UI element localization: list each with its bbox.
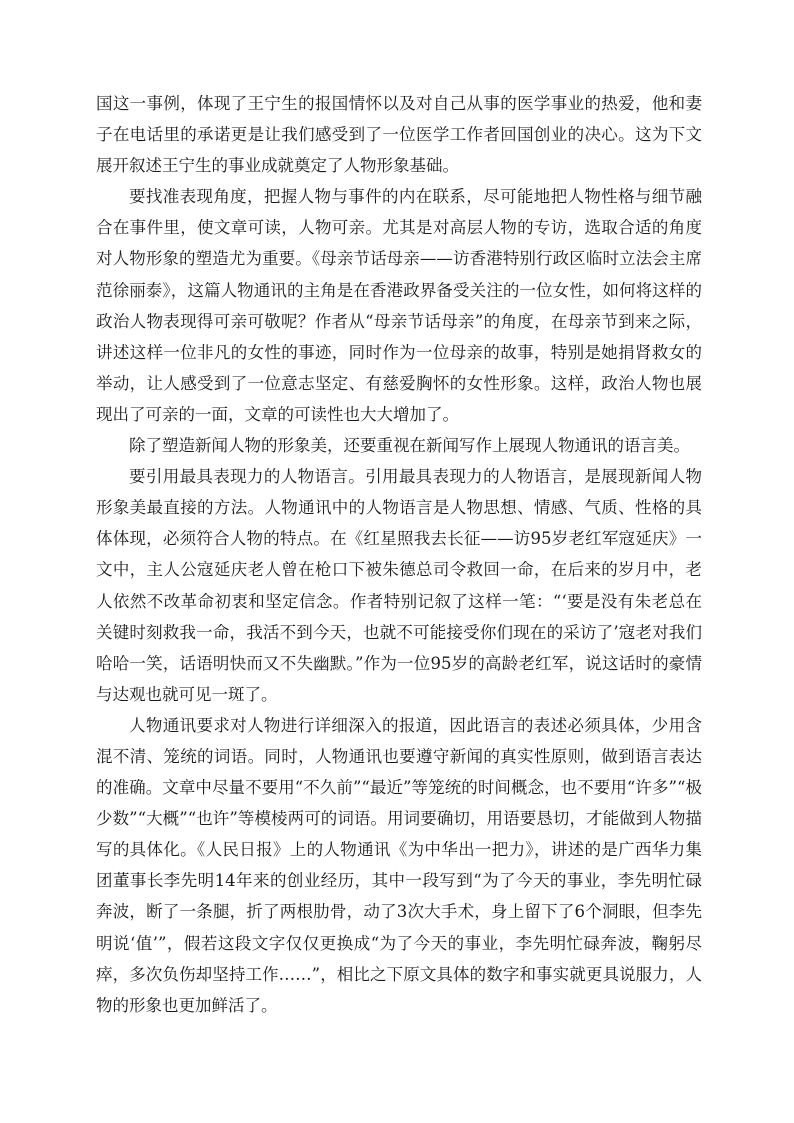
paragraph-continuation: 国这一事例，体现了王宁生的报国情怀以及对自己从事的医学事业的热爱，他和妻子在电话里的承诺更是让我们感受到了一位医学工作者回国创业的决心。这为下文展开叙述王宁生的事业成就奠定了人物形象基础。 [96, 94, 702, 176]
paragraph-language-beauty: 除了塑造新闻人物的形象美，还要重视在新闻写作上展现人物通讯的语言美。 [129, 436, 690, 456]
paragraph-perspective: 要找准表现角度，把握人物与事件的内在联系，尽可能地把人物性格与细节融合在事件里，使文章可读，人物可亲。尤其是对高层人物的专访，选取合适的角度对人物形象的塑造尤为重要。《母亲节话母亲——访香港特别行政区临时立法会主席范徐丽泰》，这篇人物通讯的主角是在香港政界备受关注的一位女性，如何将这样的政治人物表现得可亲可敬呢？作者从“母亲节话母亲”的角度，在母亲节到来之际，讲述这样一位非凡的女性的事迹，同时作为一位母亲的故事，特别是她捐肾救女的举动，让人感受到了一位意志坚定、有慈爱胸怀的女性形象。这样，政治人物也展现出了可亲的一面，文章的可读性也大大增加了。 [96, 187, 702, 424]
document-page [96, 88, 702, 1021]
paragraph-specific-language: 人物通讯要求对人物进行详细深入的报道，因此语言的表述必须具体，少用含混不清、笼统的词语。同时，人物通讯也要遵守新闻的真实性原则，做到语言表达的准确。文章中尽量不要用“不久前”“最近”等笼统的时间概念，也不要用“许多”“极少数”“大概”“也许”等模棱两可的词语。用词要确切，用语要恳切，才能做到人物描写的具体化。《人民日报》上的人物通讯《为中华出一把力》，讲述的是广西华力集团董事长李先明14年来的创业经历，其中一段写到“为了今天的事业，李先明忙碌奔波，断了一条腿，折了两根肋骨，动了3次大手术，身上留下了6个洞眼，但李先明说‘值’”，假若这段文字仅仅更换成“为了今天的事业，李先明忙碌奔波，鞠躬尽瘁，多次负伤却坚持工作……”，相比之下原文具体的数字和事实就更具说服力，人物的形象也更加鲜活了。 [96, 715, 702, 1015]
paragraph-character-quotes: 要引用最具表现力的人物语言。引用最具表现力的人物语言，是展现新闻人物形象美最直接的方法。人物通讯中的人物语言是人物思想、情感、气质、性格的具体体现，必须符合人物的特点。在《红星照我去长征——访95岁老红军寇延庆》一文中，主人公寇延庆老人曾在枪口下被朱德总司令救回一命，在后来的岁月中，老人依然不改革命初衷和坚定信念。作者特别记叙了这样一笔：“‘要是没有朱老总在关键时刻救我一命，我活不到今天，也就不可能接受你们现在的采访了’寇老对我们哈哈一笑，话语明快而又不失幽默。”作为一位95岁的高龄老红军，说这话时的豪情与达观也就可见一斑了。 [96, 467, 702, 704]
